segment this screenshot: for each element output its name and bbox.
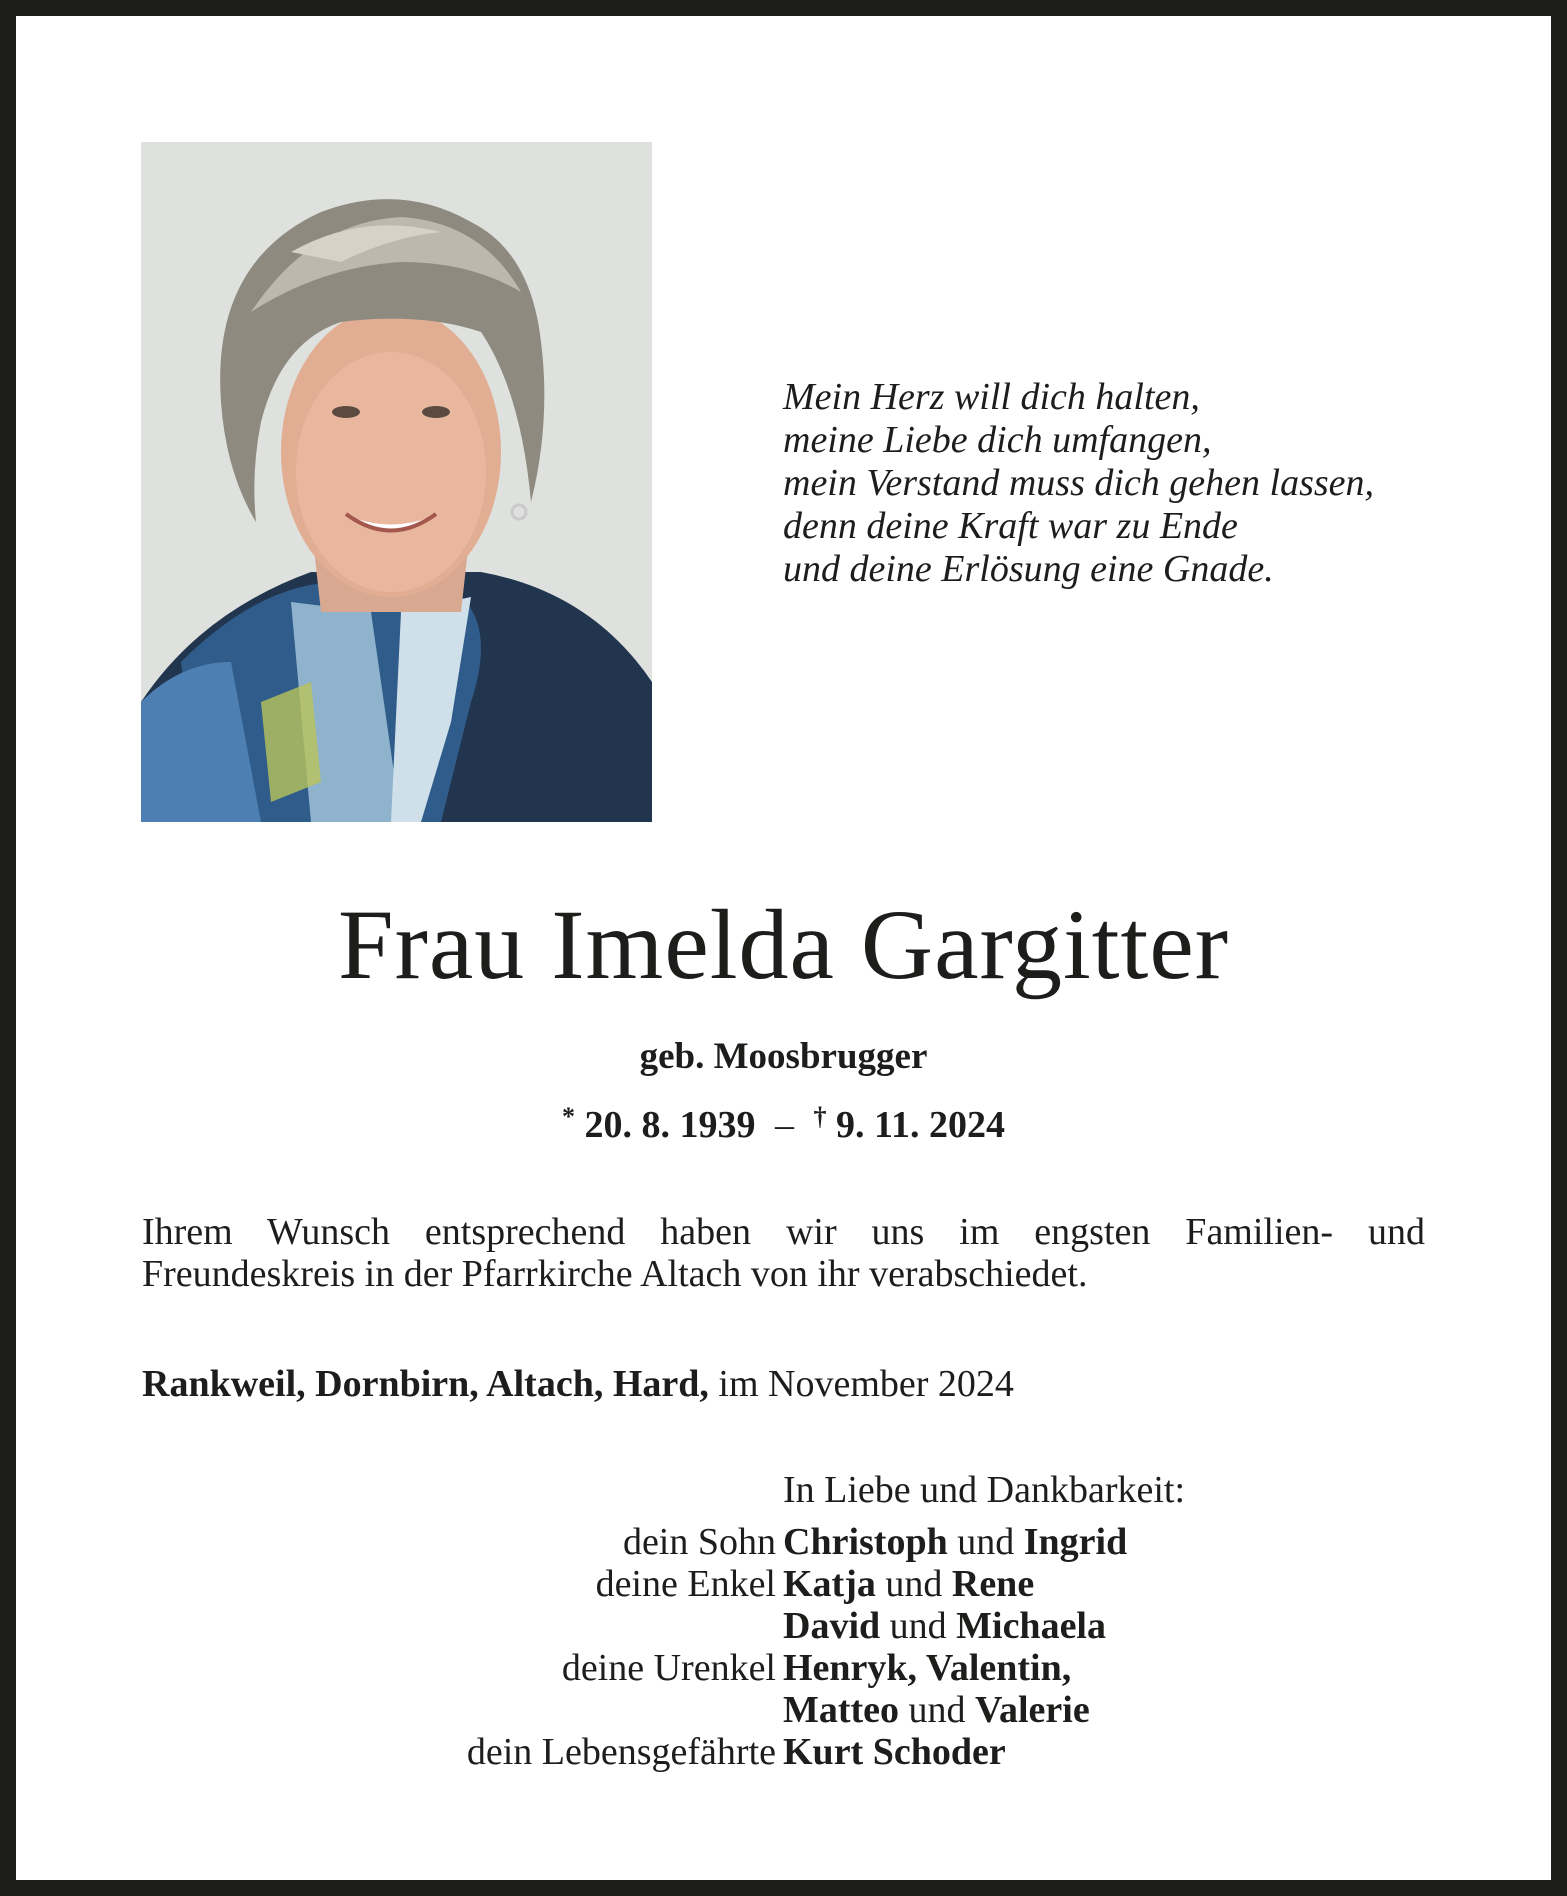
portrait-photo: [141, 142, 652, 822]
verse-line: denn deine Kraft war zu Ende: [783, 505, 1238, 547]
conjunction: und: [889, 1605, 947, 1647]
birth-name: geb. Moosbrugger: [639, 1036, 928, 1077]
death-date: 9. 11. 2024: [836, 1104, 1005, 1146]
portrait-illustration: [141, 142, 652, 822]
mourner-name: Ingrid: [1023, 1521, 1128, 1563]
announcement-line: Freundeskreis in der Pfarrkirche Altach von ihr verabschiedet.: [142, 1253, 1088, 1295]
mourners-list: [16, 1521, 1551, 1773]
relation-label: deine Urenkel: [561, 1647, 776, 1689]
mourner-row: [16, 1647, 1551, 1689]
mourner-names: [783, 1689, 1090, 1731]
mourner-name: Katja: [783, 1563, 876, 1605]
date-separator: –: [775, 1104, 795, 1146]
mourner-row: [16, 1563, 1551, 1605]
verse-line: mein Verstand muss dich gehen lassen,: [783, 462, 1375, 504]
relation-label: deine Enkel: [595, 1563, 776, 1605]
mourner-name: Christoph: [783, 1521, 948, 1563]
mourner-row: [16, 1731, 1551, 1773]
verse-line: Mein Herz will dich halten,: [783, 376, 1200, 418]
conjunction: und: [885, 1563, 943, 1605]
mourner-names: [783, 1521, 1127, 1563]
mourner-name: Michaela: [956, 1605, 1106, 1647]
conjunction: und: [957, 1521, 1015, 1563]
mourner-names: [783, 1647, 1071, 1689]
verse-line: meine Liebe dich umfangen,: [783, 419, 1212, 461]
mourner-row: [16, 1521, 1551, 1563]
mourner-name: Matteo: [783, 1689, 900, 1731]
memorial-verse: [783, 376, 1483, 591]
notice-date: im November 2024: [718, 1363, 1014, 1405]
birth-symbol: *: [562, 1102, 576, 1131]
mourner-name: Rene: [951, 1563, 1035, 1605]
deceased-name: Frau Imelda Gargitter: [337, 889, 1230, 1000]
mourner-name: Henryk, Valentin,: [783, 1647, 1072, 1689]
mourner-name: David: [783, 1605, 881, 1647]
relation-label: dein Sohn: [622, 1521, 776, 1563]
life-dates: [16, 1103, 1551, 1151]
mourner-name: Valerie: [975, 1689, 1090, 1731]
verse-line: und deine Erlösung eine Gnade.: [783, 548, 1274, 590]
mourner-row: [16, 1689, 1551, 1731]
town-list: Rankweil, Dornbirn, Altach, Hard,: [142, 1363, 709, 1405]
birth-date: 20. 8. 1939: [584, 1104, 756, 1146]
mourner-row: [16, 1605, 1551, 1647]
mourner-names: [783, 1731, 1006, 1773]
place-and-date: [142, 1362, 1342, 1406]
relation-label: dein Lebensgefährte: [466, 1731, 776, 1773]
conjunction: und: [908, 1689, 966, 1731]
announcement-line: Ihrem Wunsch entsprechend haben wir uns im engsten Familien- und: [142, 1211, 1425, 1253]
mourner-names: [783, 1563, 1034, 1605]
death-symbol: †: [813, 1102, 827, 1131]
thanks-line: In Liebe und Dankbarkeit:: [783, 1469, 1186, 1511]
announcement-text: [142, 1211, 1425, 1295]
mourner-names: [783, 1605, 1106, 1647]
mourner-name: Kurt Schoder: [783, 1731, 1006, 1773]
